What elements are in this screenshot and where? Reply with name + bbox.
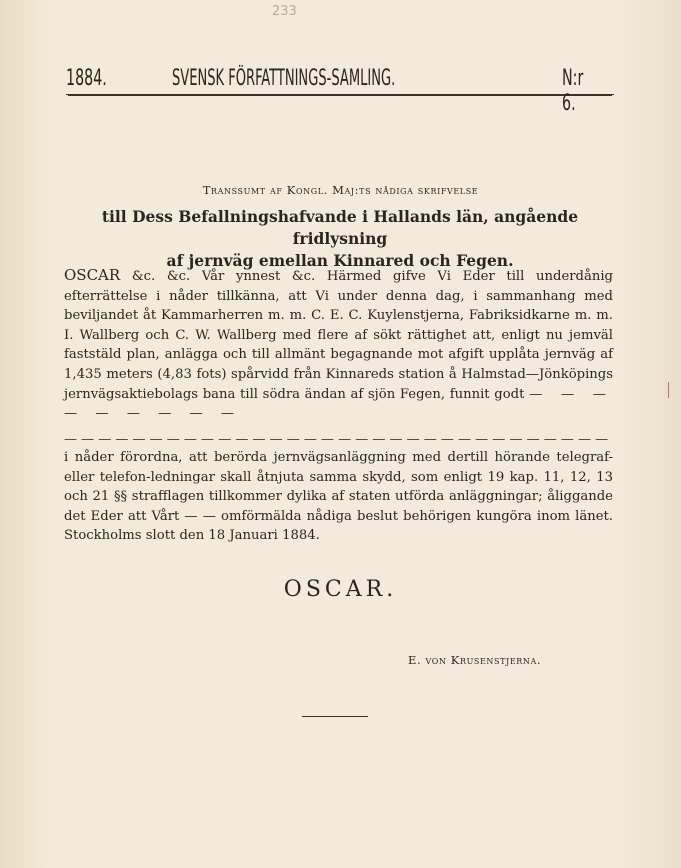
closing-rule: [302, 716, 368, 717]
omission-dash-row: — — — — — — — — — — — — — — — — — — — — — — — — — — — — — — — —: [64, 432, 609, 447]
subject-line-1: till Dess Befallningshafvande i Hallands län, angående fridlysning: [101, 207, 579, 248]
header-number: N:r 6.: [562, 66, 584, 116]
sender-name: OSCAR: [64, 266, 121, 284]
subject-line-2: af jernväg emellan Kinnared och Fegen.: [166, 251, 514, 270]
paragraph-2-text: i nåder förordna, att berörda jernvägsanläggning med dertill hörande telegraf- eller telefon-ledningar skall åtnjuta samma skydd, som enligt 19 kap. 11, 12, 13 och 21 §§ strafflagen tillkommer dylika af staten utförda anläggningar; åliggande det Eder att Vårt — — omförmälda nådiga beslut behörigen kungöra inom länet. Stockholms slott den 18 Januari 1884.: [64, 450, 613, 544]
pencil-annotation: 233: [272, 4, 297, 19]
header-year: 1884.: [66, 66, 107, 91]
header-title: SVENSK FÖRFATTNINGS-SAMLING.: [172, 66, 396, 91]
running-header: [66, 60, 614, 116]
paragraph-1-text: &c. &c. Vår ynnest &c. Härmed gifve Vi Eder till underdånig efterrättelse i nåder tillkänna, att Vi under denna dag, i sammanhang med beviljandet åt Kammarherren m. m. C. E. C. Kuylenstjerna, Fabriksidkarne m. m. I. Wallberg och C. W. Wallberg med flere af sökt rättighet att, enligt nu jemväl faststäld plan, anlägga och till allmänt begagnande mot afgift upplåta jernväg af 1,435 meters (4,83 fots) spårvidd från Kinnareds station å Halmstad—Jönköpings jernvägsaktiebolags bana till södra ändan af sjön Fegen, funnit godt: [64, 269, 614, 402]
body-paragraph-1: [64, 266, 613, 424]
subject-heading: [60, 206, 620, 272]
body-paragraph-2: [64, 448, 613, 546]
royal-signature: OSCAR.: [283, 577, 398, 602]
transsumt-line: Transsumt af Kongl. Maj:ts nådiga skrifvelse: [202, 183, 479, 197]
countersignature: E. von Krusenstjerna.: [408, 653, 542, 667]
margin-mark: [668, 382, 669, 398]
paragraph-1-dashes: — — — — — — — — —: [64, 386, 613, 422]
